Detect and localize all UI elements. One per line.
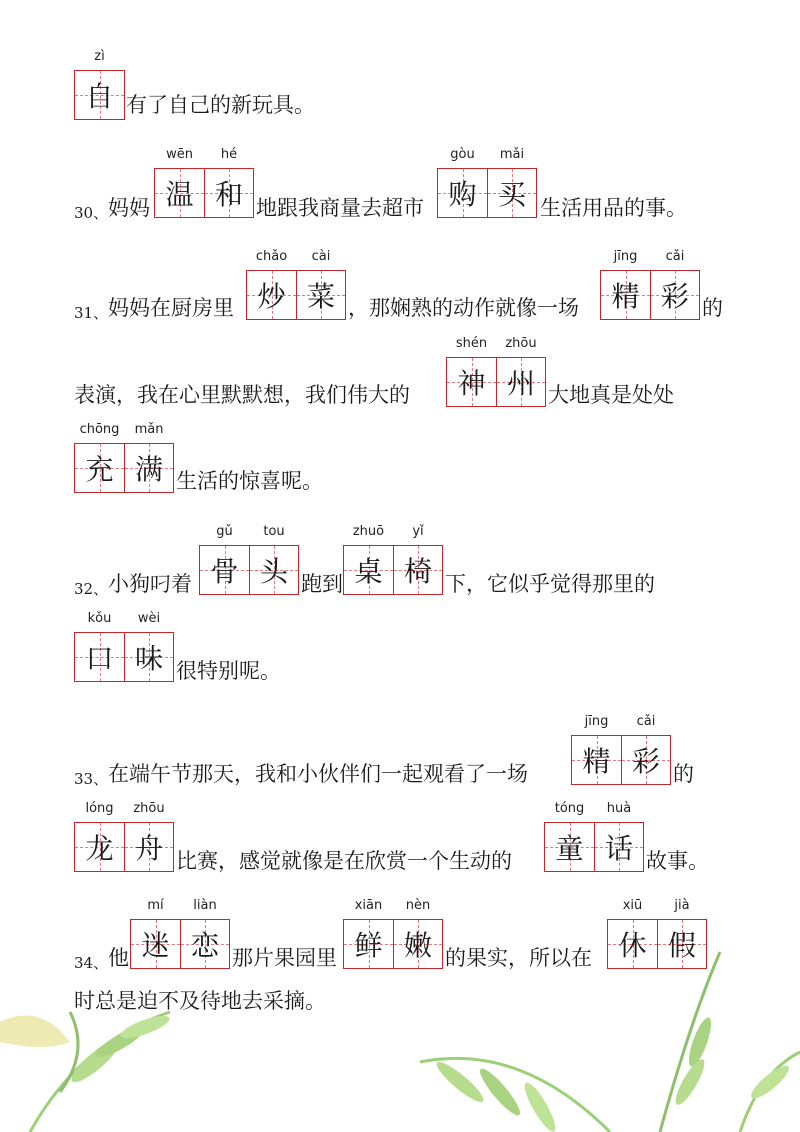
sentence-text: 跑到 [301,572,343,596]
pinyin: shén [455,336,488,351]
pinyin: kǒu [87,611,112,626]
character: 彩 [660,280,689,313]
sentence-text: 生活用品的事。 [540,196,687,220]
answer-box [154,147,254,218]
pinyin: gòu [450,147,475,162]
character: 神 [457,367,486,400]
character: 话 [604,832,633,865]
pinyin: xiān [354,898,383,913]
character: 菜 [306,280,335,313]
answer-box [246,249,346,320]
character: 炒 [257,280,286,313]
answer-box [437,147,537,218]
answer-box [571,714,671,785]
sentence-text: 很特别呢。 [176,659,281,683]
sentence-text: 小狗叼着 [108,572,192,596]
character: 舟 [134,832,163,865]
sentence-text: 的 [673,762,694,786]
sentence-text: 那片果园里 [232,946,337,970]
question-number: 31、 [74,304,109,322]
character: 充 [85,453,114,486]
pinyin: cǎi [636,714,656,729]
character: 味 [134,642,163,675]
pinyin: mǎi [499,147,525,162]
character: 和 [214,178,243,211]
sentence-text: 故事。 [646,849,709,873]
sentence-text: 地跟我商量去超市 [256,196,424,220]
character: 嫩 [403,929,432,962]
pinyin: huà [606,801,632,816]
answer-box [130,898,230,969]
answer-box [446,336,546,407]
sentence-text: 表演，我在心里默默想，我们伟大的 [74,383,410,407]
character: 童 [555,832,584,865]
pinyin: chǎo [255,249,288,264]
character: 买 [497,178,526,211]
character: 桌 [354,555,383,588]
pinyin: yǐ [412,524,424,539]
pinyin: nèn [405,898,431,913]
sentence-text: 的 [702,296,723,320]
character: 精 [582,745,611,778]
sentence-text: ，那娴熟的动作就像一场 [348,296,579,320]
answer-box [544,801,644,872]
sentence-text: 妈妈 [108,196,150,220]
character: 头 [259,555,288,588]
answer-box [607,898,707,969]
sentence-text: 在端午节那天，我和小伙伴们一起观看了一场 [108,762,528,786]
pinyin: xiū [622,898,643,913]
question-number: 30、 [74,204,109,222]
character: 假 [667,929,696,962]
question-number: 33、 [74,770,109,788]
sentence-text: 比赛，感觉就像是在欣赏一个生动的 [176,849,512,873]
pinyin: lóng [85,801,114,816]
pinyin: gǔ [216,524,233,539]
character: 鲜 [354,929,383,962]
character: 购 [448,178,477,211]
sentence-text: 生活的惊喜呢。 [176,469,323,493]
pinyin: zhōu [505,336,537,351]
sentence-text: 时总是迫不及待地去采摘。 [74,989,326,1013]
character: 休 [618,929,647,962]
answer-box [74,801,174,872]
pinyin: wēn [166,147,193,162]
question-number: 32、 [74,580,109,598]
sentence-text: 妈妈在厨房里 [108,296,234,320]
sentence-text: 大地真是处处 [548,383,674,407]
character: 龙 [85,832,114,865]
answer-box [74,49,125,120]
pinyin: wèi [137,611,161,626]
answer-box [199,524,299,595]
pinyin: tóng [554,801,585,816]
sentence-text: 下，它似乎觉得那里的 [445,572,655,596]
sentence-text: 的果实，所以在 [445,946,592,970]
answer-box [600,249,700,320]
pinyin: liàn [193,898,217,913]
character: 彩 [631,745,660,778]
pinyin: mí [147,898,164,913]
pinyin: mǎn [134,422,164,437]
pinyin: hé [220,147,238,162]
character: 椅 [403,555,432,588]
character: 州 [506,367,535,400]
pinyin: chōng [79,422,120,437]
pinyin: jīng [584,714,609,729]
pinyin: jīng [613,249,638,264]
pinyin: cài [311,249,331,264]
pinyin: zì [94,49,105,64]
character: 骨 [210,555,239,588]
character: 满 [134,453,163,486]
answer-box [74,611,174,682]
question-number: 34、 [74,954,109,972]
character: 温 [165,178,194,211]
pinyin: cǎi [665,249,685,264]
pinyin: tou [263,524,285,539]
character: 口 [85,642,114,675]
character: 迷 [141,929,170,962]
character: 恋 [190,929,219,962]
sentence-text: 有了自己的新玩具。 [126,93,315,117]
pinyin: jià [674,898,690,913]
answer-box [343,898,443,969]
pinyin: zhuō [352,524,385,539]
character: 自 [85,80,114,113]
answer-box [74,422,174,493]
character: 精 [611,280,640,313]
answer-box [343,524,443,595]
sentence-text: 他 [108,946,129,970]
pinyin: zhōu [133,801,165,816]
char-cell [75,49,124,119]
